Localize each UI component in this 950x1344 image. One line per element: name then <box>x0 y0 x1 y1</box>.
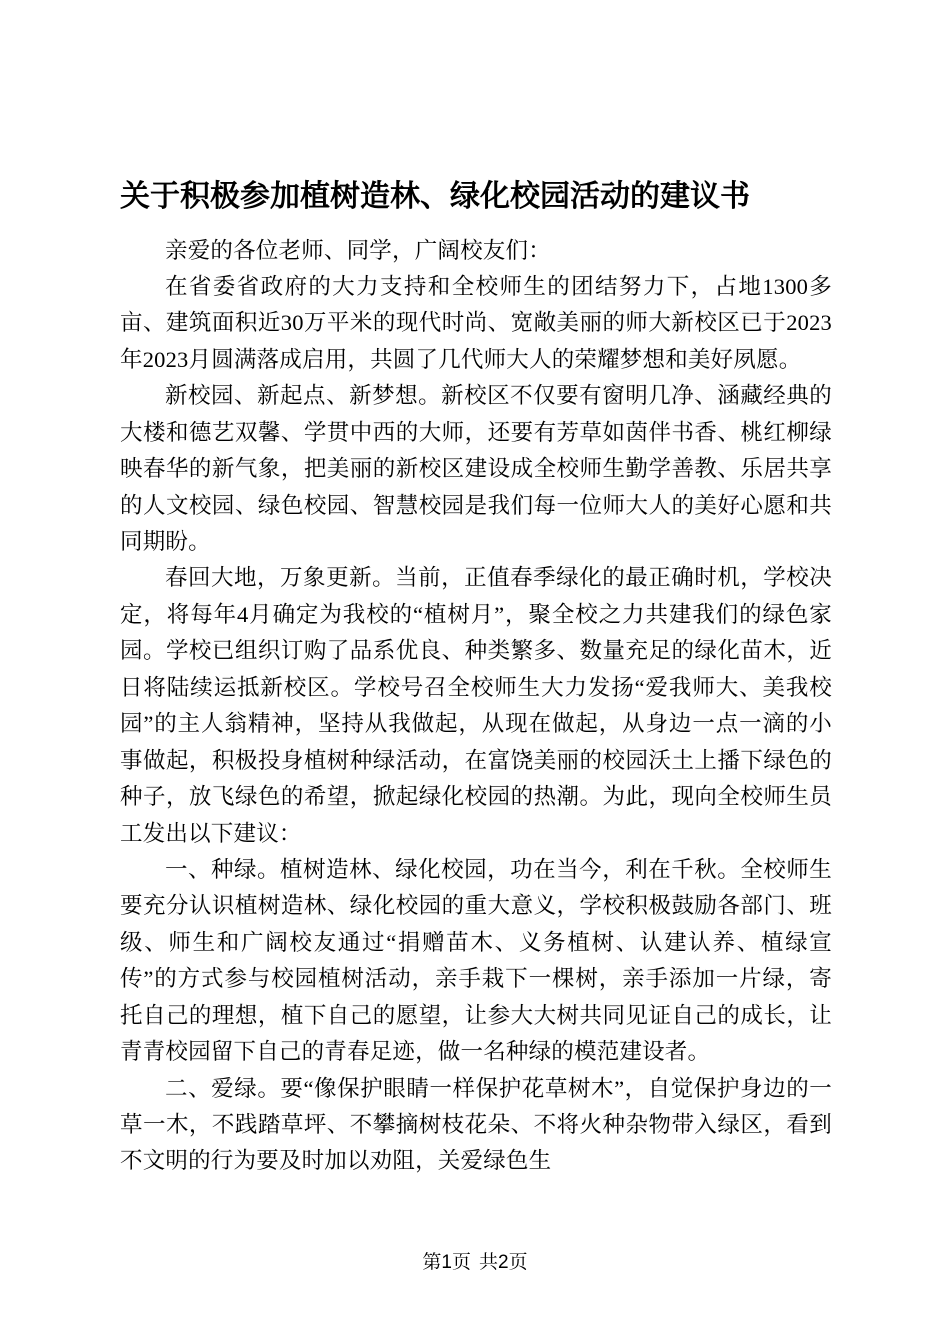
footer-page-number: 第1页 <box>422 1252 471 1273</box>
document-body <box>120 175 832 1180</box>
paragraph-4: 一、种绿。植树造林、绿化校园，功在当今，利在千秋。全校师生要充分认识植树造林、绿化校园的重大意义，学校积极鼓励各部门、班级、师生和广阔校友通过“捐赠苗木、义务植树、认建认养、植绿宣传”的方式参与校园植树活动，亲手栽下一棵树，亲手添加一片绿，寄托自己的理想，植下自己的愿望，让参大大树共同见证自己的成长，让青青校园留下自己的青春足迹，做一名种绿的模范建设者。 <box>120 856 832 1065</box>
footer-total-pages: 共2页 <box>479 1252 528 1273</box>
paragraph-salutation: 亲爱的各位老师、同学，广阔校友们： <box>165 237 551 263</box>
paragraph-3: 春回大地，万象更新。当前，正值春季绿化的最正确时机，学校决定，将每年4月确定为我校的“植树月”，聚全校之力共建我们的绿色家园。学校已组织订购了品系优良、种类繁多、数量充足的绿化苗木，近日将陆续运抵新校区。学校号召全校师生大力发扬“爱我师大、美我校园”的主人翁精神，坚持从我做起，从现在做起，从身边一点一滴的小事做起，积极投身植树种绿活动，在富饶美丽的校园沃土上播下绿色的种子，放飞绿色的希望，掀起绿化校园的热潮。为此，现向全校师生员工发出以下建议： <box>120 565 832 846</box>
page-footer <box>0 1247 950 1274</box>
paragraph-1: 在省委省政府的大力支持和全校师生的团结努力下，占地1300多亩、建筑面积近30万平米的现代时尚、宽敞美丽的师大新校区已于2023年2023月圆满落成启用，共圆了几代师大人的荣耀梦想和美好夙愿。 <box>120 273 832 372</box>
page-title: 关于积极参加植树造林、绿化校园活动的建议书 <box>120 180 750 213</box>
paragraph-2: 新校园、新起点、新梦想。新校区不仅要有窗明几净、涵藏经典的大楼和德艺双馨、学贯中西的大师，还要有芳草如茵伴书香、桃红柳绿映春华的新气象，把美丽的新校区建设成全校师生勤学善教、乐居共享的人文校园、绿色校园、智慧校园是我们每一位师大人的美好心愿和共同期盼。 <box>120 383 832 554</box>
paragraph-5: 二、爱绿。要“像保护眼睛一样保护花草树木”，自觉保护身边的一草一木，不践踏草坪、不攀摘树枝花朵、不将火种杂物带入绿区，看到不文明的行为要及时加以劝阻，关爱绿色生 <box>120 1075 832 1174</box>
